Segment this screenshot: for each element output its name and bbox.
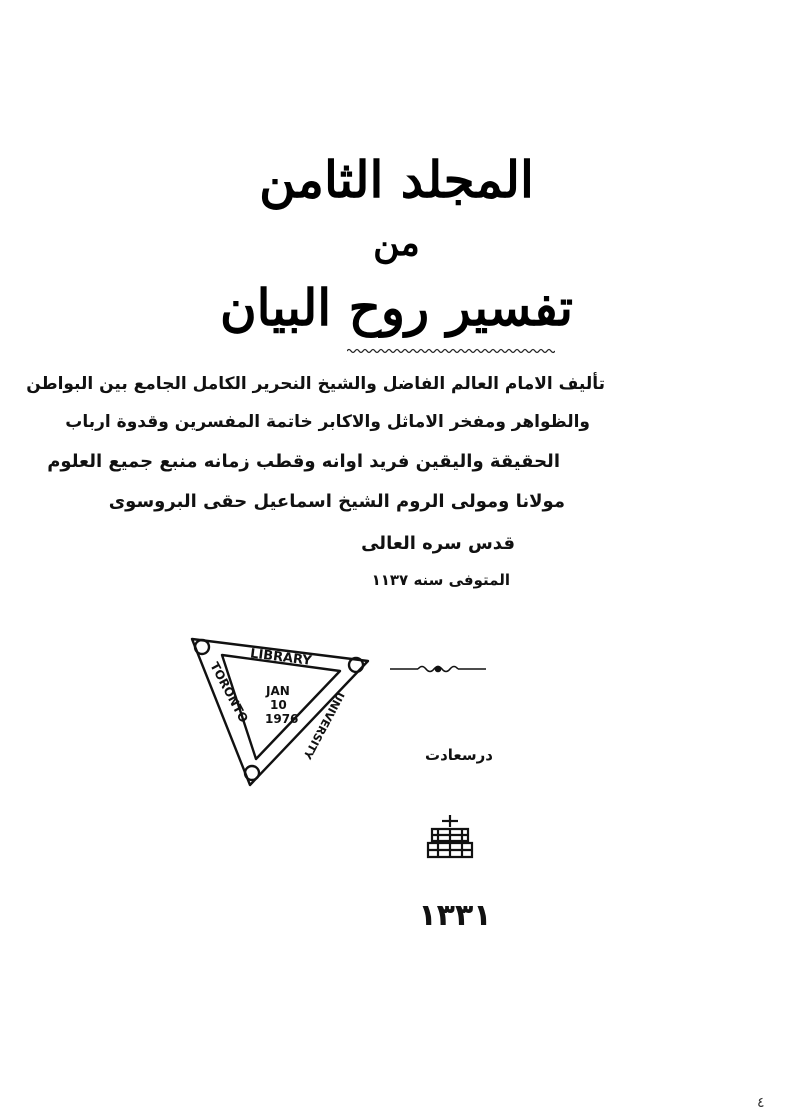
corner-page-mark: ٤ <box>757 1095 765 1111</box>
author-line-4: مولانا ومولى الروم الشيخ اسماعيل حقى البروسوى <box>108 491 565 512</box>
stamp-year: 1976 <box>265 712 299 726</box>
wavy-divider <box>347 347 555 355</box>
stamp-right-text: UNIVERSITY <box>300 689 347 762</box>
stamp-day: 10 <box>270 698 287 712</box>
author-line-3: الحقيقة واليقين فريد اوانه وقطب زمانه منبع جميع العلوم <box>47 451 560 472</box>
printer-logo-icon <box>422 813 478 859</box>
book-title: تفسير روح البيان <box>219 278 574 337</box>
death-date-line: المتوفى سنه ١١٣٧ <box>371 571 510 589</box>
stamp-left-text: TORONTO <box>207 659 251 725</box>
title-connector: من <box>373 222 420 264</box>
author-line-5: قدس سره العالى <box>361 533 515 554</box>
stamp-top-text: LIBRARY <box>249 646 313 669</box>
publication-place: درسعادت <box>425 746 493 764</box>
stamp-corner-mark <box>245 766 259 780</box>
stamp-corner-mark <box>195 640 209 654</box>
author-line-1: تأليف الامام العالم الفاضل والشيخ النحرير الكامل الجامع بين البواطن <box>26 374 605 394</box>
volume-title: المجلد الثامن <box>259 150 534 209</box>
stamp-month: JAN <box>266 684 290 698</box>
ornament-divider <box>388 662 488 676</box>
publication-year: ١٣٣١ <box>418 898 492 933</box>
library-stamp <box>180 625 380 795</box>
author-line-2: والظواهر ومفخر الاماثل والاكابر خاتمة المفسرين وقدوة ارباب <box>65 412 590 432</box>
